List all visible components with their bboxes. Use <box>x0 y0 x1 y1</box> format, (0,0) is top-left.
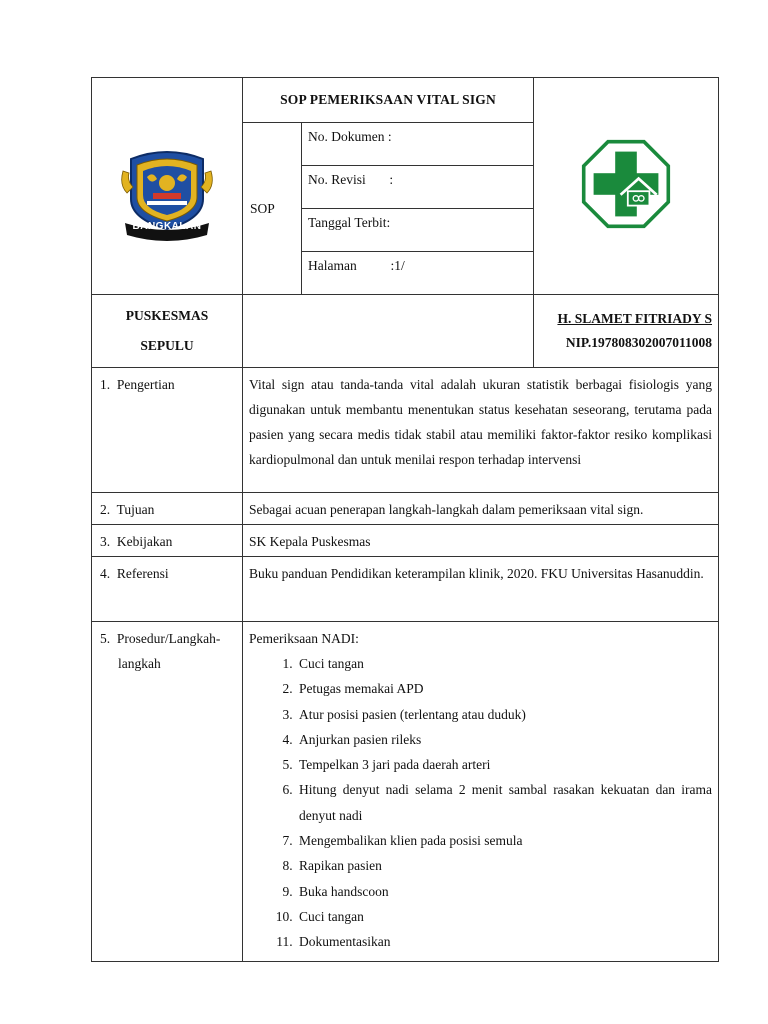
puskesmas-logo-cell <box>534 78 719 295</box>
section-text-kebijakan: SK Kepala Puskesmas <box>243 525 719 557</box>
document-title: SOP PEMERIKSAAN VITAL SIGN <box>243 78 534 123</box>
prosedur-steps <box>249 651 712 955</box>
prosedur-intro: Pemeriksaan NADI: <box>249 631 359 646</box>
step-item: 11. Dokumentasikan <box>296 929 712 954</box>
bangkalan-logo-text: BANGKALAN <box>132 220 202 232</box>
signer-name: H. SLAMET FITRIADY S <box>557 311 712 326</box>
section-label-prosedur-line1: 5. Prosedur/Langkah- <box>100 631 221 646</box>
step-item: 1. Cuci tangan <box>296 651 712 676</box>
org-name-line1: PUSKESMAS <box>125 308 209 323</box>
step-item: 4. Anjurkan pasien rileks <box>296 727 712 752</box>
bangkalan-logo-cell <box>92 78 243 295</box>
step-item: 7. Mengembalikan klien pada posisi semula <box>296 828 712 853</box>
section-text-prosedur <box>243 622 719 962</box>
halaman-field: Halaman :1/ <box>302 252 534 295</box>
section-label-kebijakan: 3. Kebijakan <box>92 525 243 557</box>
signer-cell <box>534 295 719 368</box>
puskesmas-logo-icon <box>581 139 671 229</box>
section-label-pengertian: 1. Pengertian <box>92 368 243 493</box>
step-item: 5. Tempelkan 3 jari pada daerah arteri <box>296 752 712 777</box>
blank-cell <box>243 295 534 368</box>
no-revisi-field: No. Revisi : <box>302 166 534 209</box>
step-item: 9. Buka handscoon <box>296 879 712 904</box>
sop-label: SOP <box>243 123 302 295</box>
section-text-tujuan: Sebagai acuan penerapan langkah-langkah dalam pemeriksaan vital sign. <box>243 493 719 525</box>
sop-document <box>91 77 718 962</box>
section-label-referensi: 4. Referensi <box>92 557 243 622</box>
org-name-line2: SEPULU <box>140 338 194 353</box>
section-label-prosedur-line2: langkah <box>118 656 161 671</box>
no-dokumen-field: No. Dokumen : <box>302 123 534 166</box>
section-text-pengertian: Vital sign atau tanda-tanda vital adalah ukuran statistik berbagai fisiologis yang digunakan untuk membantu menentukan status kesehatan seseorang, terutama pada pasien yang secara medis tidak stabil atau memiliki faktor-faktor resiko komplikasi kardiopulmonal dan untuk menilai respon terhadap intervensi <box>243 368 719 493</box>
step-item: 10. Cuci tangan <box>296 904 712 929</box>
step-item: 8. Rapikan pasien <box>296 853 712 878</box>
signer-nip: NIP.197808302007011008 <box>565 335 712 350</box>
step-item: 6. Hitung denyut nadi selama 2 menit sambal rasakan kekuatan dan irama denyut nadi <box>296 777 712 828</box>
step-item: 2. Petugas memakai APD <box>296 676 712 701</box>
section-text-referensi: Buku panduan Pendidikan keterampilan klinik, 2020. FKU Universitas Hasanuddin. <box>243 557 719 622</box>
tanggal-terbit-field: Tanggal Terbit: <box>302 209 534 252</box>
org-name-cell <box>92 295 243 368</box>
section-label-tujuan: 2. Tujuan <box>92 493 243 525</box>
sop-table <box>91 77 719 962</box>
section-label-prosedur <box>92 622 243 962</box>
step-item: 3. Atur posisi pasien (terlentang atau duduk) <box>296 702 712 727</box>
